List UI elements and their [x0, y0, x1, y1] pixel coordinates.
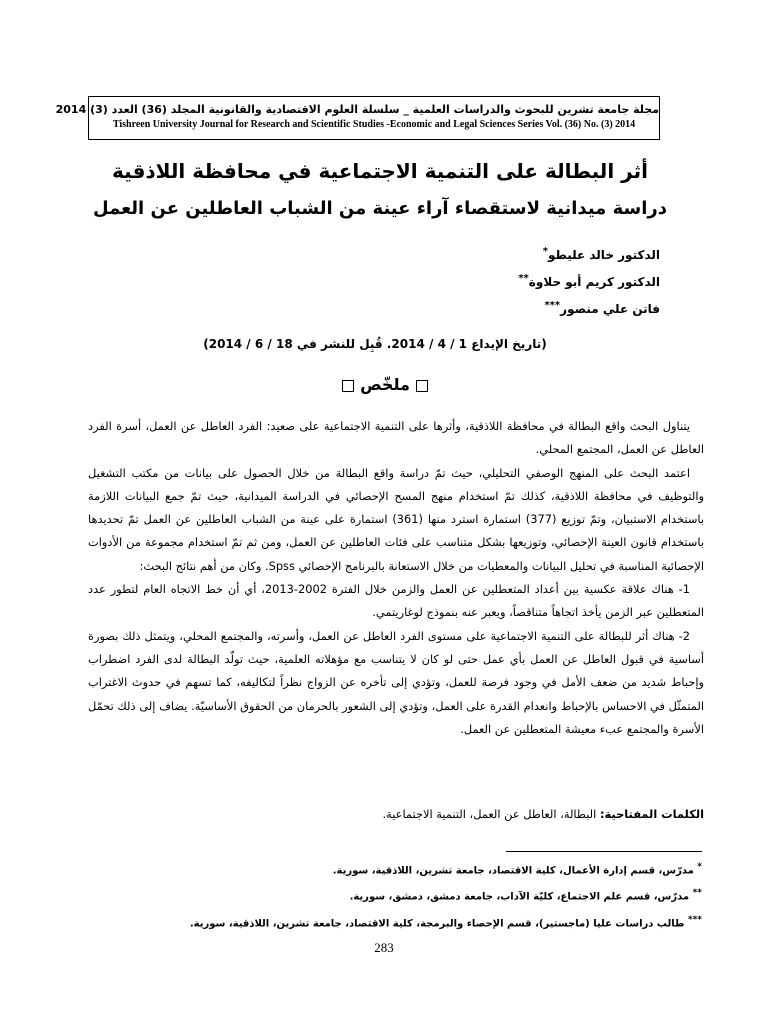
author-list	[360, 240, 660, 321]
footnotes	[62, 856, 702, 935]
footnote-divider	[506, 851, 702, 852]
square-icon	[416, 380, 428, 392]
journal-header	[55, 96, 660, 140]
footnote-3	[62, 909, 702, 935]
abstract-paragraph: 2- هناك أثر للبطالة على التنمية الاجتماعية على مستوى الفرد العاطل عن العمل، وأسرته، والمجتمع المحلي، ويتمثل ذلك بصورة أساسية في قبول العاطل عن العمل بأي عمل حتى لو كان لا يتناسب مع مؤهلاته العلمية، حيث تولّد البطالة لدى الفرد اضطراب وإحباط شديد من ضعف الأمل في وجود فرصة للعمل، وتؤدي إلى تأخره عن الزواج نظراً لتكاليفه، كما تسهم في حدوث الاغتراب المتمثّل في الاحساس بالإحباط وانعدام القدرة على العمل، وتؤدي إلى الشعور بالحرمان من الحقوق الأساسيّة. يضاف إلى ذلك تحمّل الأسرة والمجتمع عبء معيشة المتعطلين عن العمل.	[88, 628, 704, 736]
keywords-text: البطالة، العاطل عن العمل، التنمية الاجتماعية.	[382, 807, 597, 821]
abstract-body	[88, 415, 704, 741]
author-2	[360, 267, 660, 294]
author-1	[360, 240, 660, 267]
footnote-text: مدرّس، قسم إدارة الأعمال، كلية الاقتصاد، جامعة تشرين، اللاذقية، سورية.	[332, 865, 694, 877]
author-name: الدكتور كريم أبو حلاوة	[528, 275, 660, 289]
page-number: 283	[374, 940, 394, 955]
abstract-heading	[260, 371, 510, 399]
keywords	[88, 802, 704, 826]
author-name: الدكتور خالد عليطو	[547, 248, 660, 262]
author-mark: ***	[544, 300, 561, 311]
author-mark: *	[542, 246, 548, 257]
abstract-paragraph: اعتمد البحث على المنهج الوصفي التحليلي، حيث تمّ دراسة واقع البطالة من خلال الحصول على بيانات من مكتب التشغيل والتوظيف في محافظة اللاذقية، كذلك تمّ استخدام منهج المسح الإحصائي في الدراسة الميدانية، حيث تمّ جمع البيانات اللازمة باستخدام الاستبيان، وتمّ توزيع (377) استمارة استرد منها (361) استمارة على عينة من الشباب العاطلين عن العمل تمّ تحديدها باستخدام قانون العينة الإحصائي، وتوزيعها بشكل متناسب على فئات العاطلين عن العمل، ومن ثم تمّ استخدام مجموعة من الأدوات الإحصائية المناسبة في تحليل البيانات والمعطيات من خلال الاستعانة بالبرنامج الإحصائي Spss. وكان من أهم نتائج البحث:	[88, 465, 705, 573]
square-icon	[342, 380, 354, 392]
abstract-paragraph: 1- هناك علاقة عكسية بين أعداد المتعطلين عن العمل والزمن خلال الفترة 2002-2013، أي أن خط الاتجاه العام لتطور عدد المتعطلين عبر الزمن يأخذ اتجاهاً متناقصاً، ويعبر عنه بنموذج لوغاريتمي.	[88, 582, 704, 620]
paper-subtitle: دراسة ميدانية لاستقصاء آراء عينة من الشباب العاطلين عن العمل	[93, 198, 667, 219]
submission-dates: (تاريخ الإيداع 1 / 4 / 2014. قُبِل للنشر في 18 / 6 / 2014)	[203, 337, 547, 351]
footnote-mark: ***	[687, 914, 702, 925]
author-mark: **	[518, 273, 529, 284]
keywords-label: الكلمات المفتاحية:	[599, 807, 704, 821]
footnote-mark: *	[697, 862, 702, 872]
journal-title-arabic: مجلة جامعة تشرين للبحوث والدراسات العلمية _ سلسلة العلوم الاقتصادية والقانونية المجلد (36) العدد (3) 2014	[55, 103, 659, 116]
author-name: فاتن علي منصور	[560, 302, 660, 316]
abstract-heading-text: ملخّص	[360, 375, 410, 394]
paper-title: أثر البطالة على التنمية الاجتماعية في محافظة اللاذقية	[112, 159, 648, 183]
journal-title-english: Tishreen University Journal for Research and Scientific Studies -Economic and Legal Sciences Series Vol. (36) No. (3) 2014	[112, 119, 636, 130]
footnote-1	[62, 856, 702, 882]
footnote-text: مدرّس، قسم علم الاجتماع، كليّة الآداب، جامعة دمشق، دمشق، سورية.	[349, 891, 690, 903]
footnote-mark: **	[692, 888, 702, 899]
abstract-paragraph: يتناول البحث واقع البطالة في محافظة اللاذقية، وأثرها على التنمية الاجتماعية على صعيد: الفرد العاطل عن العمل، أسرة الفرد العاطل عن العمل، المجتمع المحلي.	[88, 419, 704, 457]
footnote-text: طالب دراسات عليا (ماجستير)، قسم الإحصاء والبرمجة، كلية الاقتصاد، جامعة تشرين، اللاذقية، سورية.	[189, 917, 685, 929]
author-3	[360, 294, 660, 321]
footnote-2	[62, 882, 702, 908]
